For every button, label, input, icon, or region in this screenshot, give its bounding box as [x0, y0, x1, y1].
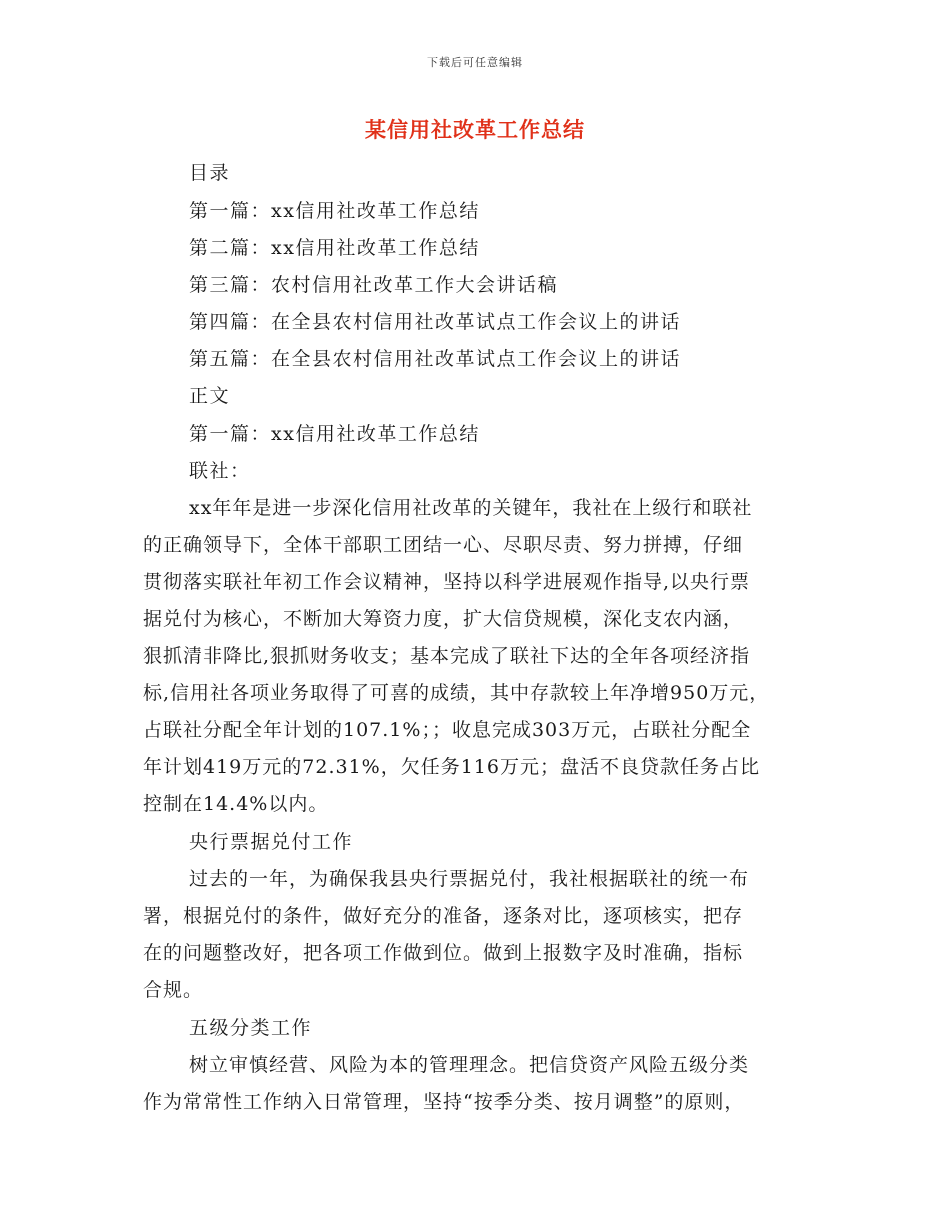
subheading-five-level-classification: 五级分类工作 — [189, 1017, 313, 1039]
body-heading: 正文 — [189, 385, 231, 407]
paragraph-line: 贯彻落实联社年初工作会议精神，坚持以科学进展观作指导,以央行票 — [143, 571, 751, 593]
paragraph-five-level-classification — [143, 1047, 823, 1121]
paragraph-line: 合规。 — [143, 979, 204, 1001]
paragraph-line: 狠抓清非降比,狠抓财务收支；基本完成了联社下达的全年各项经济指 — [143, 645, 751, 667]
paragraph-line: 作为常常性工作纳入日常管理，坚持“按季分类、按月调整”的原则， — [143, 1091, 745, 1113]
salutation: 联社： — [189, 460, 251, 482]
paragraph-line: 控制在14.4%以内。 — [143, 793, 329, 815]
paragraph-line: 在的问题整改好，把各项工作做到位。做到上报数字及时准确，指标 — [143, 942, 744, 964]
paragraph-line: 年计划419万元的72.31%，欠任务116万元；盘活不良贷款任务占比 — [143, 756, 760, 778]
toc-item-1: 第一篇：xx信用社改革工作总结 — [189, 200, 480, 222]
paragraph-line: 署，根据兑付的条件，做好充分的准备，逐条对比，逐项核实，把存 — [143, 905, 744, 927]
paragraph-line: 据兑付为核心，不断加大筹资力度，扩大信贷规模，深化支农内涵， — [143, 608, 744, 630]
paragraph-line: xx年年是进一步深化信用社改革的关键年，我社在上级行和联社 — [189, 497, 753, 519]
toc-heading: 目录 — [189, 162, 231, 184]
paragraph-bill-redemption — [143, 861, 823, 1009]
subheading-bill-redemption: 央行票据兑付工作 — [189, 831, 354, 853]
toc-item-5: 第五篇：在全县农村信用社改革试点工作会议上的讲话 — [189, 348, 682, 370]
document-title: 某信用社改革工作总结 — [365, 117, 585, 142]
paragraph-summary — [143, 490, 823, 823]
paragraph-line: 过去的一年，为确保我县央行票据兑付，我社根据联社的统一布 — [189, 868, 750, 890]
toc-item-2: 第二篇：xx信用社改革工作总结 — [189, 237, 480, 259]
header-note: 下载后可任意编辑 — [427, 56, 523, 69]
toc-item-4: 第四篇：在全县农村信用社改革试点工作会议上的讲话 — [189, 311, 682, 333]
paragraph-line: 标,信用社各项业务取得了可喜的成绩，其中存款较上年净增950万元， — [143, 682, 770, 704]
toc-item-3: 第三篇：农村信用社改革工作大会讲话稿 — [189, 274, 559, 296]
section-title: 第一篇：xx信用社改革工作总结 — [189, 423, 480, 445]
paragraph-line: 树立审慎经营、风险为本的管理理念。把信贷资产风险五级分类 — [189, 1054, 750, 1076]
paragraph-line: 占联社分配全年计划的107.1%；；收息完成303万元，占联社分配全 — [143, 719, 752, 741]
paragraph-line: 的正确领导下，全体干部职工团结一心、尽职尽责、努力拼搏，仔细 — [143, 534, 744, 556]
